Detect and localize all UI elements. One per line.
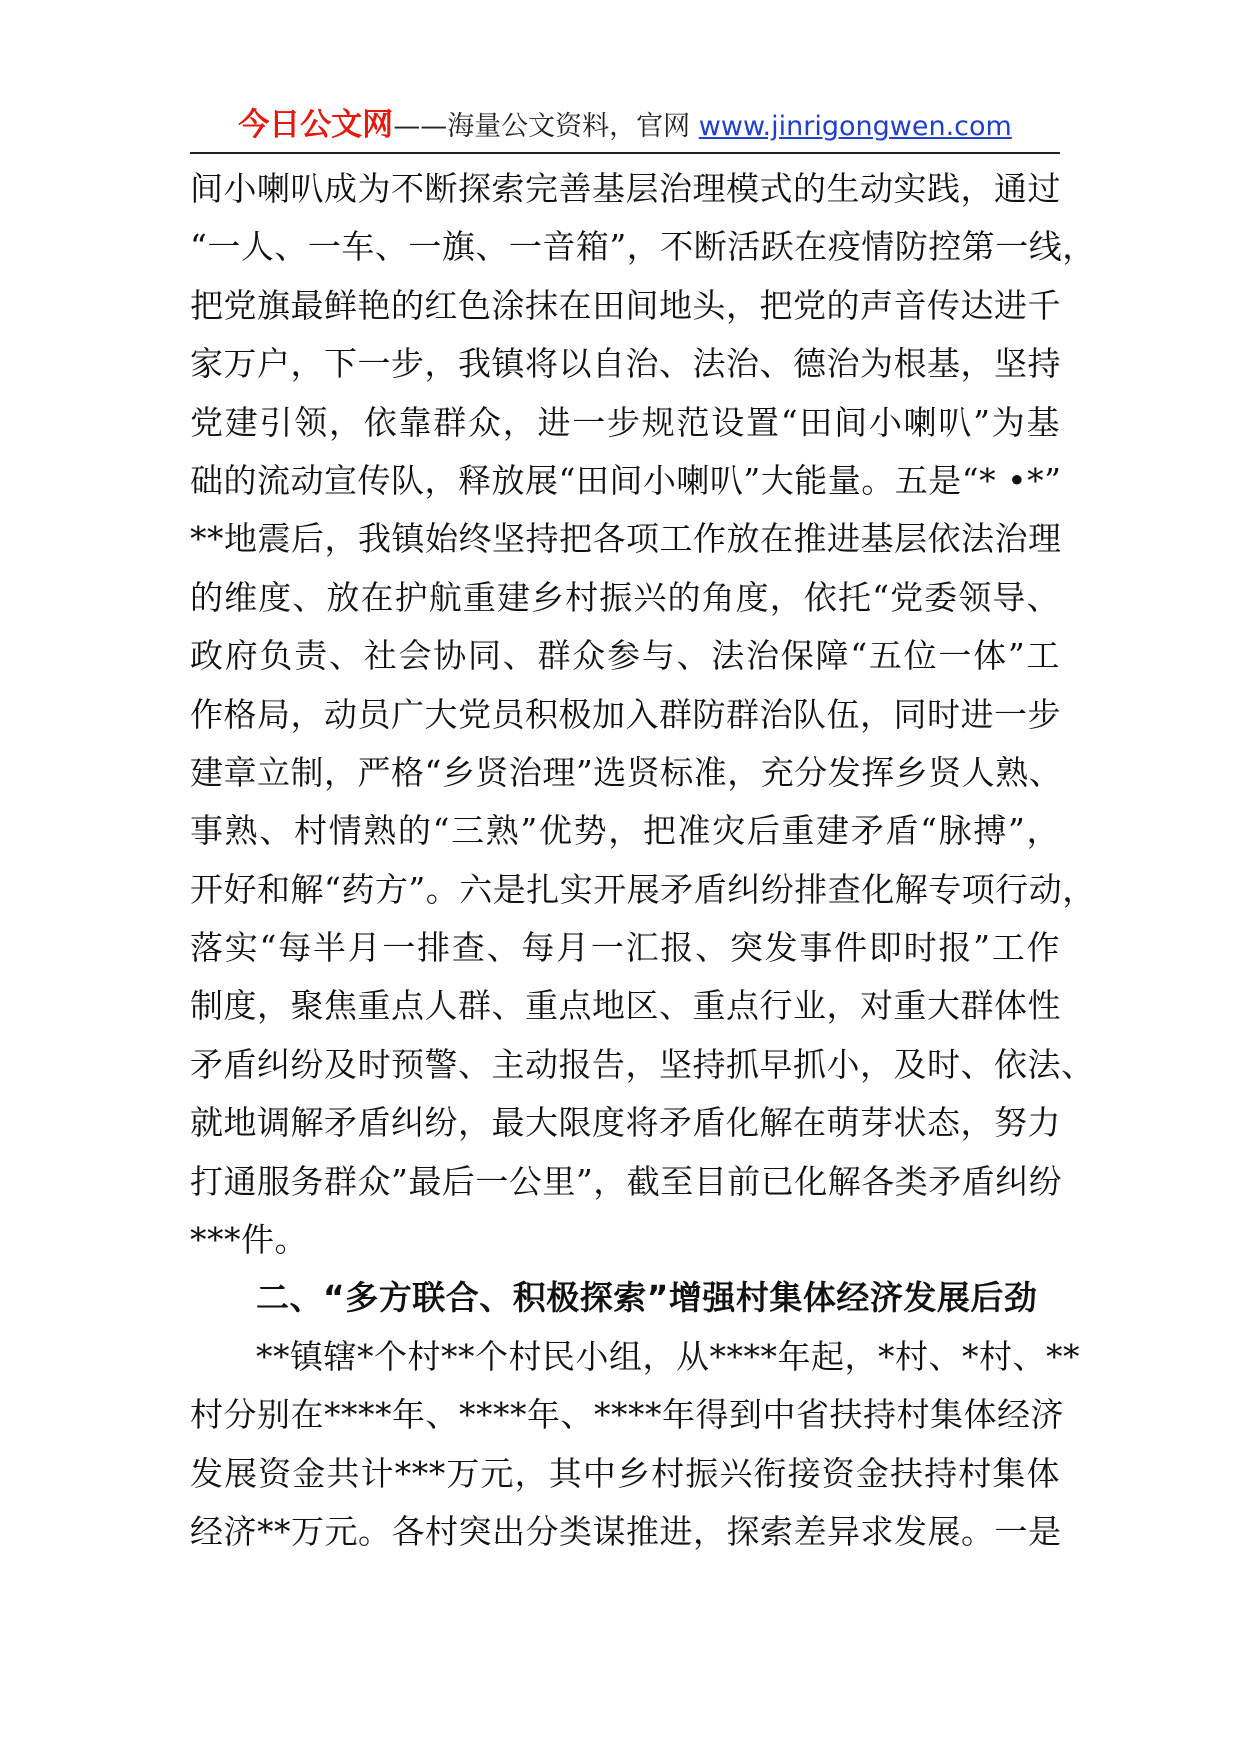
paragraph-line: 经济**万元。各村突出分类谋推进，探索差异求发展。一是: [190, 1511, 1062, 1551]
paragraph-line: 开好和解“药方”。六是扎实开展矛盾纠纷排查化解专项行动，: [190, 869, 1096, 909]
paragraph-line: 建章立制，严格“乡贤治理”选贤标准，充分发挥乡贤人熟、: [190, 752, 1063, 792]
site-brand: 今日公文网: [238, 107, 394, 143]
paragraph-line: 打通服务群众”最后一公里”，截至目前已化解各类矛盾纠纷: [190, 1161, 1063, 1201]
paragraph-line: 落实“每半月一排查、每月一汇报、突发事件即时报”工作: [190, 928, 1060, 968]
section-heading: 二、“多方联合、积极探索”增强村集体经济发展后劲: [256, 1278, 1038, 1318]
site-url-link[interactable]: www.jinrigongwen.com: [698, 111, 1012, 142]
paragraph-line: 础的流动宣传队，释放展“田间小喇叭”大能量。五是“* •*”: [190, 460, 1062, 500]
paragraph-line: **镇辖*个村**个村民小组，从****年起，*村、*村、**: [256, 1336, 1080, 1376]
paragraph-line: 村分别在****年、****年、****年得到中省扶持村集体经济: [190, 1395, 1064, 1435]
paragraph-line: 矛盾纠纷及时预警、主动报告，坚持抓早抓小，及时、依法、: [190, 1044, 1095, 1084]
paragraph-line: 政府负责、社会协同、群众参与、法治保障“五位一体”工: [190, 636, 1060, 676]
paragraph-line: 的维度、放在护航重建乡村振兴的角度，依托“党委领导、: [190, 577, 1060, 617]
paragraph-line: 制度，聚焦重点人群、重点地区、重点行业，对重大群体性: [190, 986, 1061, 1026]
paragraph-line: ***件。: [190, 1220, 308, 1260]
paragraph-line: 事熟、村情熟的“三熟”优势，把准灾后重建矛盾“脉搏”，: [190, 811, 1060, 851]
paragraph-line: “一人、一车、一旗、一音箱”，不断活跃在疫情防控第一线，: [190, 227, 1096, 267]
paragraph-line: 家万户，下一步，我镇将以自治、法治、德治为根基，坚持: [190, 344, 1061, 384]
paragraph-line: 发展资金共计***万元，其中乡村振兴衔接资金扶持村集体: [190, 1453, 1060, 1493]
document-body: [190, 160, 1096, 1561]
site-tagline: ——海量公文资料，官网: [393, 111, 699, 142]
paragraph-line: 党建引领，依靠群众，进一步规范设置“田间小喇叭”为基: [190, 402, 1060, 442]
paragraph-line: 作格局，动员广大党员积极加入群防群治队伍，同时进一步: [190, 694, 1061, 734]
document-header: [190, 104, 1060, 154]
paragraph-line: **地震后，我镇始终坚持把各项工作放在推进基层依法治理: [190, 519, 1062, 559]
paragraph-line: 间小喇叭成为不断探索完善基层治理模式的生动实践，通过: [190, 169, 1061, 208]
paragraph-line: 就地调解矛盾纠纷，最大限度将矛盾化解在萌芽状态，努力: [190, 1103, 1061, 1143]
paragraph-line: 把党旗最鲜艳的红色涂抹在田间地头，把党的声音传达进千: [190, 285, 1061, 325]
